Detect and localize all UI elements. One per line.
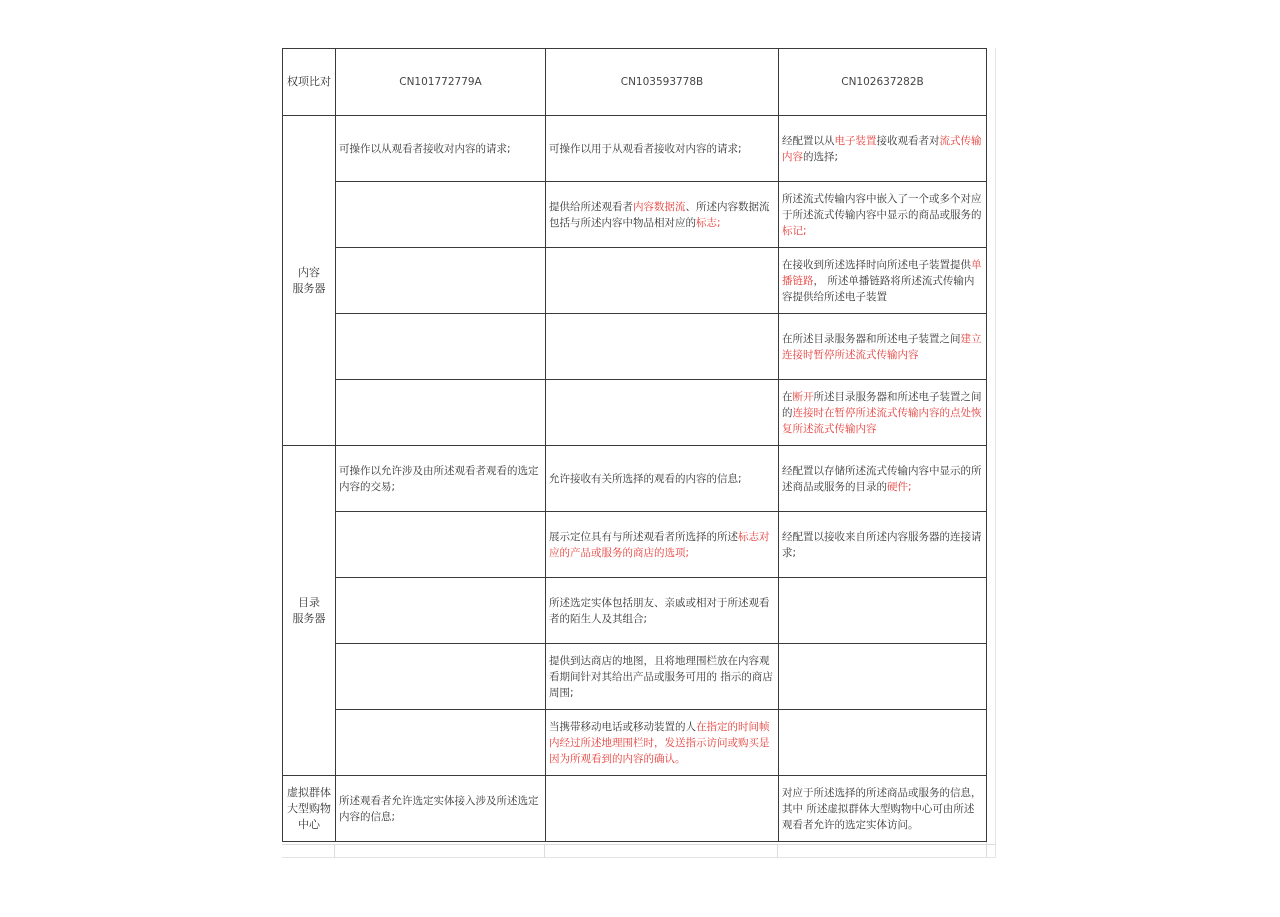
cell-text: 展示定位具有与所述观看者所选择的所述: [549, 530, 738, 543]
cell: [336, 578, 546, 644]
highlighted-text: 连接时在暂停所述流式传输内容的点处恢复所述流式传输内容: [782, 406, 982, 435]
cell-text: 在所述目录服务器和所述电子装置之间: [782, 332, 961, 345]
grid-line: [544, 844, 545, 858]
grid-line: [995, 48, 996, 858]
cell: [336, 644, 546, 710]
cell: [336, 512, 546, 578]
comparison-sheet: [282, 48, 996, 858]
group-label-virtual-mall: 虚拟群体 大型购物 中心: [283, 776, 336, 842]
grid-line: [777, 844, 778, 858]
highlighted-text: 内容数据流: [633, 200, 686, 213]
header-cn103593778b: CN103593778B: [546, 49, 779, 116]
cell: [546, 116, 779, 182]
highlighted-text: 标志;: [696, 216, 721, 229]
table-row: [283, 116, 987, 182]
cell-text: 的选择;: [803, 150, 839, 163]
cell-text: 、所述内容数据流包括与所述内容中物品相对应的: [549, 200, 770, 229]
cell-text: 经配置以接收来自所述内容服务器的连接请求;: [782, 530, 982, 559]
cell: [546, 380, 779, 446]
cell-text: 允许接收有关所选择的观看的内容的信息;: [549, 472, 742, 485]
header-cn102637282b: CN102637282B: [779, 49, 987, 116]
highlighted-text: 硬件;: [887, 480, 912, 493]
header-row: [283, 49, 987, 116]
cell: [779, 446, 987, 512]
cell-text: 提供给所述观看者: [549, 200, 633, 213]
cell: [546, 776, 779, 842]
cell-text: 在: [782, 390, 793, 403]
cell: [546, 512, 779, 578]
cell-text: 可操作以允许涉及由所述观看者观看的选定内容的交易;: [339, 464, 539, 493]
claims-comparison-table: [282, 48, 987, 842]
table-row: [283, 512, 987, 578]
highlighted-text: 标记;: [782, 224, 807, 237]
cell: [546, 314, 779, 380]
group-label-directory-server: 目录 服务器: [283, 446, 336, 776]
cell: [779, 578, 987, 644]
group-label-content-server: 内容 服务器: [283, 116, 336, 446]
highlighted-text: 单播链路: [782, 258, 982, 287]
table-row: [283, 314, 987, 380]
cell: [779, 380, 987, 446]
cell-text: 经配置以从: [782, 134, 835, 147]
grid-line: [282, 857, 996, 858]
table-row: [283, 578, 987, 644]
cell-text: 对应于所述选择的所述商品或服务的信息，其中 所述虚拟群体大型购物中心可由所述观看者允许的选定实体访问。: [782, 786, 982, 831]
table-row: [283, 710, 987, 776]
cell-text: ， 所述单播链路将所述流式传输内容提供给所述电子装置: [782, 274, 975, 303]
cell: [336, 314, 546, 380]
cell: [336, 446, 546, 512]
table-row: [283, 644, 987, 710]
grid-line: [282, 844, 996, 845]
cell: [336, 248, 546, 314]
cell-text: 所述选定实体包括朋友、亲戚或相对于所述观看 者的陌生人及其组合;: [549, 596, 770, 625]
cell: [779, 182, 987, 248]
highlighted-text: 在指定的时间帧内经过所述地理围栏时，发送指示访问或购买是因为所观看到的内容的确认。: [549, 720, 770, 765]
grid-line: [334, 844, 335, 858]
cell: [546, 578, 779, 644]
highlighted-text: 建立连接时暂停所述流式传输内容: [782, 332, 982, 361]
highlighted-text: 断开: [792, 390, 814, 403]
cell: [779, 710, 987, 776]
header-cn101772779a: CN101772779A: [336, 49, 546, 116]
cell: [546, 644, 779, 710]
cell: [779, 248, 987, 314]
highlighted-text: 电子装置: [834, 134, 877, 147]
header-corner: 权项比对: [283, 49, 336, 116]
cell: [336, 776, 546, 842]
cell-text: 接收观看者对: [876, 134, 940, 147]
cell-text: 所述流式传输内容中嵌入了一个或多个对应于所述流式传输内容中显示的商品或服务的: [782, 192, 982, 221]
highlighted-text: 标志对应的产品或服务的商店的选项;: [549, 530, 770, 559]
cell: [546, 248, 779, 314]
cell-text: 所述目录服务器和所述电子装置之间的: [782, 390, 982, 419]
cell-text: 在接收到所述选择时向所述电子装置提供: [782, 258, 971, 271]
cell: [779, 314, 987, 380]
cell-text: 当携带移动电话或移动装置的人: [549, 720, 696, 733]
cell: [779, 512, 987, 578]
table-row: [283, 380, 987, 446]
cell: [336, 182, 546, 248]
cell: [779, 116, 987, 182]
cell-text: 提供到达商店的地图，且将地理围栏放在内容观看期间针对其给出产品或服务可用的 指示的商店周围;: [549, 654, 773, 699]
cell-text: 可操作以从观看者接收对内容的请求;: [339, 142, 511, 155]
cell: [336, 710, 546, 776]
highlighted-text: 流式传输内容: [782, 134, 982, 163]
cell: [546, 710, 779, 776]
cell: [779, 644, 987, 710]
cell-text: 经配置以存储所述流式传输内容中显示的所述商品或服务的目录的: [782, 464, 982, 493]
table-row: [283, 446, 987, 512]
cell: [336, 380, 546, 446]
cell: [546, 446, 779, 512]
cell: [546, 182, 779, 248]
cell-text: 所述观看者允许选定实体接入涉及所述选定内容的信息;: [339, 794, 539, 823]
cell-text: 可操作以用于从观看者接收对内容的请求;: [549, 142, 742, 155]
table-row: [283, 248, 987, 314]
cell: [779, 776, 987, 842]
table-row: [283, 182, 987, 248]
cell: [336, 116, 546, 182]
table-row: [283, 776, 987, 842]
